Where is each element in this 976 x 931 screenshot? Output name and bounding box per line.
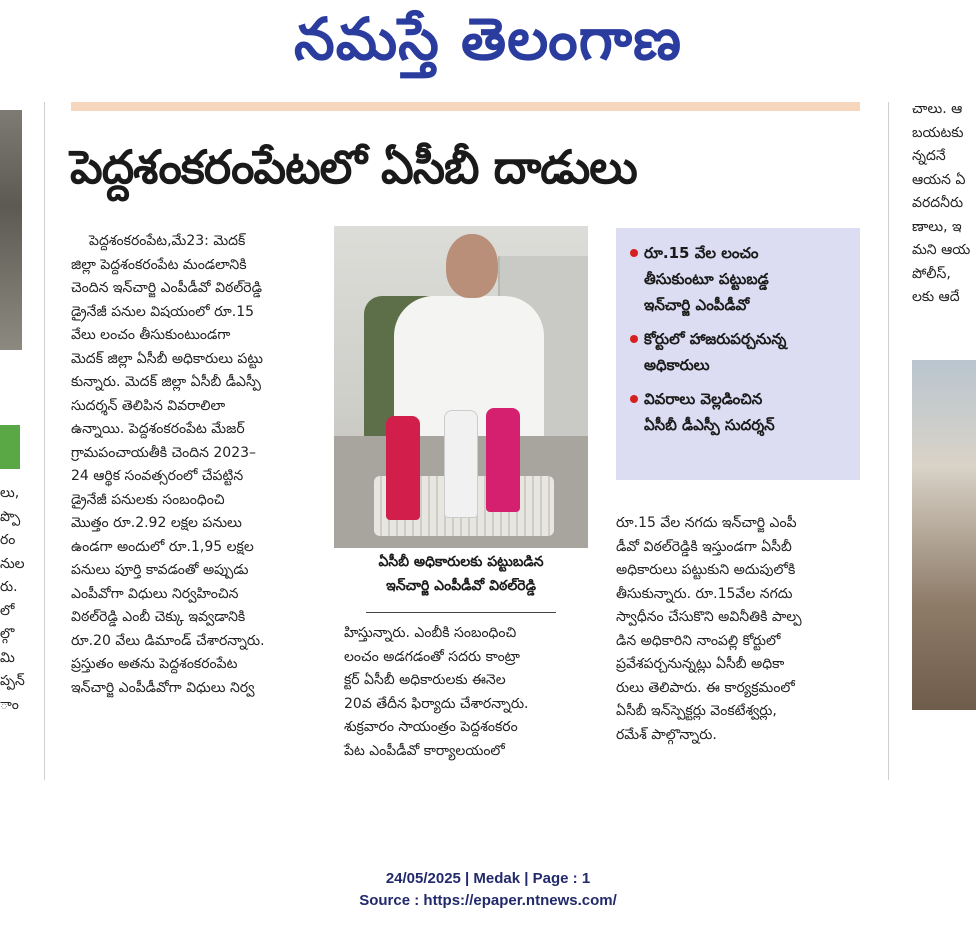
text-line: శుక్రవారం సాయంత్రం పెద్దశంకరం	[344, 719, 518, 735]
photo-person-head	[446, 234, 498, 298]
text-line: 20వ తేదీన ఫిర్యాదు చేశారన్నారు.	[344, 695, 529, 712]
text-line: ాం	[0, 696, 19, 713]
photo-bottle-white	[444, 410, 478, 518]
text-line: ణాలు, ఇ	[912, 218, 962, 235]
text-line: క్టర్ ఏసీబీ అధికారులకు ఈనెల	[344, 672, 506, 688]
text-line: సుదర్శన్ తెలిపిన వివరాలిలా	[71, 397, 226, 414]
headline-accent-bar	[71, 102, 860, 111]
news-photo	[334, 226, 588, 548]
text-line: లు,	[0, 485, 20, 501]
text-line: 24 ఆర్థిక సంవత్సరంలో చేపట్టిన	[71, 468, 244, 484]
text-line: రం	[0, 532, 16, 548]
caption-underline	[366, 612, 556, 613]
column-rule	[44, 102, 45, 780]
highlights-box	[616, 228, 860, 480]
highlight-item	[630, 326, 850, 378]
text-line: స్వాధీనం చేసుకొని అవినీతికి పాల్ప	[616, 609, 802, 625]
text-line: పనులు పూర్తి కావడంతో అప్పుడు	[71, 562, 249, 578]
text-line: హిస్తున్నారు. ఎంబీకి సంబంధించి	[344, 625, 517, 641]
text-line: చెందిన ఇన్‌చార్జి ఎంపీడీవో విఠల్‌రెడ్డి	[71, 280, 262, 296]
text-line: న్నదనే	[912, 148, 946, 164]
text-line: ఎంపీవోగా విధులు నిర్వహించిన	[71, 585, 239, 602]
text-line: ఉండగా అందులో రూ.1,95 లక్షల	[71, 538, 254, 555]
bullet-icon	[630, 395, 638, 403]
adjacent-badge-left	[0, 425, 20, 469]
text-line: గ్రామపంచాయతీకి చెందిన 2023–	[71, 444, 257, 461]
text-line: ఉన్నాయి. పెద్దశంకరంపేట మేజర్	[71, 421, 245, 437]
text-line: ప్పన్	[0, 673, 25, 689]
text-line: బయటకు	[912, 124, 964, 141]
article-column-2	[344, 622, 590, 763]
highlight-line: కోర్టులో హాజరుపర్చనున్న	[644, 330, 787, 348]
text-line: లో	[0, 602, 15, 619]
highlight-line: వివరాలు వెల్లడించిన	[644, 390, 763, 408]
text-line: మని ఆయ	[912, 242, 971, 258]
page-footer	[0, 868, 976, 912]
article-column-1	[71, 230, 317, 700]
text-line: రమేశ్ పాల్గొన్నారు.	[616, 726, 717, 743]
highlight-line: తీసుకుంటూ పట్టుబడ్డ	[644, 270, 769, 288]
text-line: కున్నారు. మెదక్ జిల్లా ఏసీబీ డీఎస్పీ	[71, 374, 261, 390]
adjacent-text-right	[912, 98, 976, 310]
text-line: వేలు లంచం తీసుకుంటుండగా	[71, 327, 231, 343]
text-line: లకు ఆదే	[912, 289, 960, 305]
text-line: జిల్లా పెద్దశంకరంపేట మండలానికి	[71, 256, 247, 273]
photo-bottle-pink	[486, 408, 520, 512]
text-line: మొత్తం రూ.2.92 లక్షల పనులు	[71, 515, 242, 531]
masthead: నమస్తే తెలంగాణ	[294, 5, 682, 73]
text-line: చాలు. ఆ	[912, 101, 963, 117]
footer-date-edition: 24/05/2025 | Medak | Page : 1	[385, 870, 591, 887]
headline: పెద్దశంకరంపేటలో ఏసీబీ దాడులు	[70, 140, 637, 194]
text-line: ఏసీబీ ఇన్‌స్పెక్టర్లు వెంకటేశ్వర్లు,	[616, 703, 777, 719]
text-line: ప్రస్తుతం అతను పెద్దశంకరంపేట	[71, 656, 238, 672]
text-line: డిన అధికారిని నాంపల్లి కోర్టులో	[616, 632, 781, 649]
bullet-icon	[630, 335, 638, 343]
text-line: ఇన్‌చార్జి ఎంపీడీవోగా విధులు నిర్వ	[71, 679, 255, 696]
text-line: లంచం అడగడంతో సదరు కాంట్రా	[344, 648, 520, 665]
text-line: ప్పొ	[0, 508, 21, 525]
text-line: విఠల్‌రెడ్డి ఎంబీ చెక్కు ఇవ్వడానికి	[71, 609, 246, 625]
text-line: డ్రైనేజీ పనుల విషయంలో రూ.15	[71, 303, 255, 320]
text-line: పోలీస్,	[912, 265, 951, 282]
text-line: ప్రవేశపర్చనున్నట్లు ఏసీబీ అధికా	[616, 656, 785, 672]
text-line: రూ.15 వేల నగదు ఇన్‌చార్జి ఎంపీ	[616, 515, 797, 531]
highlight-line: ఏసీబీ డీఎస్పీ సుదర్శన్	[644, 416, 775, 434]
adjacent-photo-right	[912, 360, 976, 710]
text-line: డ్రైనేజీ పనులకు సంబంధించి	[71, 491, 225, 508]
text-line: రూ.20 వేలు డిమాండ్ చేశారన్నారు.	[71, 632, 265, 649]
text-line: అధికారులు పట్టుకుని అదుపులోకి	[616, 562, 796, 578]
text-line: డీవో విఠల్‌రెడ్డికి ఇస్తుండగా ఏసీబీ	[616, 538, 792, 555]
caption-line: ఇన్‌చార్జి ఎంపీడీవో విఠల్‌రెడ్డి	[386, 578, 536, 594]
highlight-line: రూ.15 వేల లంచం	[644, 244, 759, 262]
highlight-line: ఇన్‌చార్జి ఎంపీడీవో	[644, 296, 750, 314]
text-line: ఆయన ఏ	[912, 171, 966, 188]
text-line: పెద్దశంకరంపేట,మే23: మెదక్	[89, 233, 246, 249]
text-line: రులు తెలిపారు. ఈ కార్యక్రమంలో	[616, 679, 795, 696]
text-line: ల్గొ	[0, 626, 15, 642]
adjacent-text-left	[0, 482, 25, 717]
text-line: రు.	[0, 579, 18, 595]
footer-source: Source : https://epaper.ntnews.com/	[359, 892, 617, 909]
text-line: వరదనీరు	[912, 195, 964, 211]
text-line: పేట ఎంపీడీవో కార్యాలయంలో	[344, 742, 505, 759]
photo-bottle-red	[386, 416, 420, 520]
article-column-3	[616, 512, 862, 747]
column-rule	[888, 102, 889, 780]
highlight-item	[630, 386, 850, 438]
photo-caption	[334, 550, 588, 598]
text-line: నుల	[0, 555, 25, 572]
adjacent-photo-left	[0, 110, 22, 350]
highlight-item	[630, 240, 850, 318]
caption-line: ఏసీబీ అధికారులకు పట్టుబడిన	[378, 554, 544, 570]
bullet-icon	[630, 249, 638, 257]
text-line: మి	[0, 649, 15, 666]
text-line: తీసుకున్నారు. రూ.15వేల నగదు	[616, 585, 793, 602]
text-line: మెదక్ జిల్లా ఏసీబీ అధికారులు పట్టు	[71, 350, 264, 367]
highlight-line: అధికారులు	[644, 356, 710, 374]
